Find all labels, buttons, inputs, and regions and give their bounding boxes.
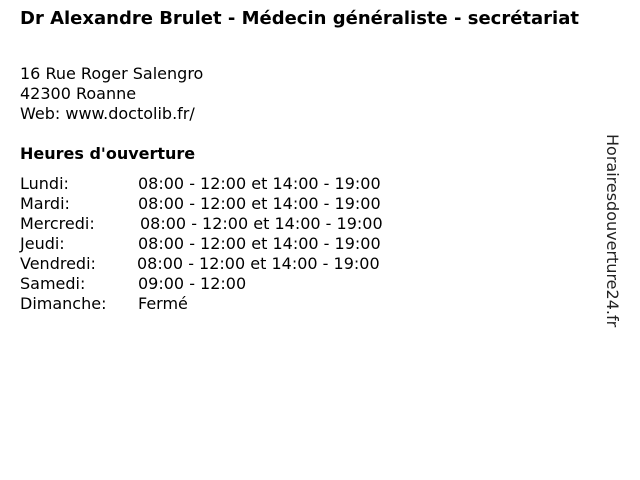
time-range: 08:00 - 12:00 et 14:00 - 19:00	[138, 174, 381, 193]
day-label: Lundi:	[20, 174, 69, 193]
time-range: Fermé	[138, 294, 188, 313]
day-label: Mercredi:	[20, 214, 95, 233]
site-watermark: Horairesdouverture24.fr	[603, 134, 622, 328]
day-label: Vendredi:	[20, 254, 96, 273]
day-label: Dimanche:	[20, 294, 107, 313]
time-range: 08:00 - 12:00 et 14:00 - 19:00	[137, 254, 380, 273]
time-range: 08:00 - 12:00 et 14:00 - 19:00	[138, 234, 381, 253]
day-label: Samedi:	[20, 274, 86, 293]
time-range: 08:00 - 12:00 et 14:00 - 19:00	[138, 194, 381, 213]
page-title: Dr Alexandre Brulet - Médecin généraliste - secrétariat	[20, 8, 579, 29]
day-label: Mardi:	[20, 194, 70, 213]
street-address: 16 Rue Roger Salengro	[20, 64, 204, 83]
opening-hours-heading: Heures d'ouverture	[20, 144, 196, 163]
time-range: 08:00 - 12:00 et 14:00 - 19:00	[140, 214, 383, 233]
time-range: 09:00 - 12:00	[138, 274, 247, 293]
day-label: Jeudi:	[20, 234, 65, 253]
website-link[interactable]: Web: www.doctolib.fr/	[20, 104, 195, 123]
city-postcode: 42300 Roanne	[20, 84, 137, 103]
address-block	[20, 64, 203, 124]
